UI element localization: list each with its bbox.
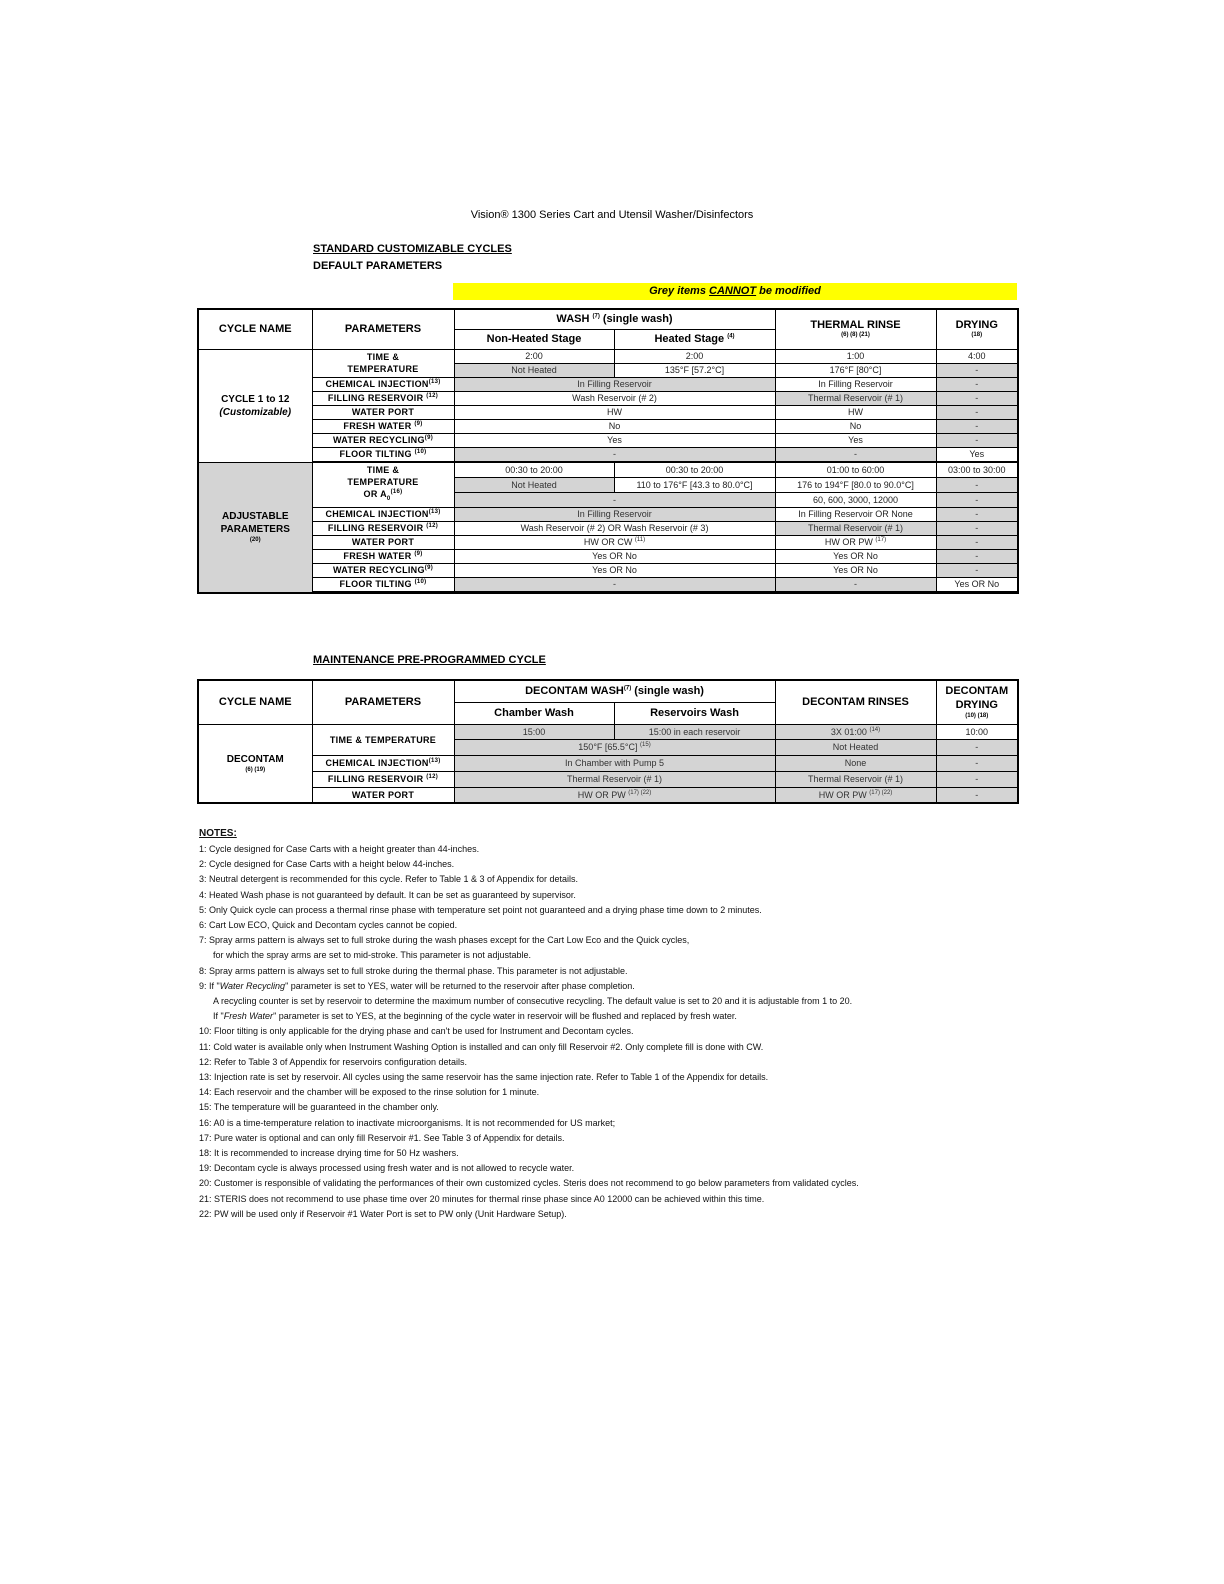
- param-filling-reservoir: FILLING RESERVOIR $^{(12)}$: [312, 391, 454, 405]
- cell-value: 01:00 to 60:00: [775, 462, 936, 477]
- cell-value: Wash Reservoir (# 2) OR Wash Reservoir (# 3): [454, 521, 775, 535]
- cell-value: Thermal Reservoir (# 1): [775, 391, 936, 405]
- cell-value: HW OR CW $^{(11)}$: [454, 535, 775, 549]
- cell-value: Yes OR No: [454, 549, 775, 563]
- cell-value: In Chamber with Pump 5: [454, 755, 775, 771]
- standard-cycles-table: [197, 308, 1019, 594]
- note-item: 12: Refer to Table 3 of Appendix for reservoirs configuration details.: [199, 1056, 467, 1067]
- note-item: 22: PW will be used only if Reservoir #1 Water Port is set to PW only (Unit Hardware Setup).: [199, 1208, 567, 1219]
- note-item: 3: Neutral detergent is recommended for this cycle. Refer to Table 1 & 3 of Appendix for details.: [199, 874, 579, 885]
- note-item: 5: Only Quick cycle can process a thermal rinse phase with temperature set point not guaranteed and a drying phase time down to 2 minutes.: [199, 904, 762, 915]
- note-item: 4: Heated Wash phase is not guaranteed by default. It can be set as guaranteed by supervisor.: [199, 889, 576, 900]
- cell-value: -: [936, 521, 1018, 535]
- header-parameters: PARAMETERS: [312, 680, 454, 724]
- cell-value: 60, 600, 3000, 12000: [775, 492, 936, 507]
- header-heated-stage: Heated Stage $^{(4)}$: [614, 329, 775, 349]
- note-item: 1: Cycle designed for Case Carts with a height greater than 44-inches.: [199, 844, 480, 854]
- note-item: 7: Spray arms pattern is always set to full stroke during the wash phases except for the Cart Low Eco and the Quick cycles,: [199, 935, 690, 946]
- cell-value: Thermal Reservoir (# 1): [775, 771, 936, 787]
- header-non-heated-stage: Non-Heated Stage: [454, 329, 614, 349]
- cell-value: 03:00 to 30:00: [936, 462, 1018, 477]
- cell-value: Yes OR No: [775, 549, 936, 563]
- note-item: 19: Decontam cycle is always processed using fresh water and is not allowed to recycle water.: [199, 1163, 575, 1174]
- param-fresh-water: FRESH WATER $^{(9)}$: [312, 549, 454, 563]
- cell-value: 3X 01:00 $^{(14)}$: [775, 724, 936, 739]
- cell-value: HW: [775, 405, 936, 419]
- cell-value: Not Heated: [454, 363, 614, 377]
- cell-value: 2:00: [454, 349, 614, 363]
- cell-value: -: [936, 492, 1018, 507]
- note-item: 11: Cold water is available only when Instrument Washing Option is installed and can only fill Reservoir #2. Only complete fill is done with CW.: [199, 1041, 764, 1052]
- note-item: 6: Cart Low ECO, Quick and Decontam cycles cannot be copied.: [199, 920, 458, 931]
- note-item: for which the spray arms are set to mid-stroke. This parameter is not adjustable.: [213, 950, 531, 961]
- header-drying: DRYING (18): [936, 309, 1018, 349]
- cell-value: No: [775, 419, 936, 433]
- cell-value: 110 to 176°F [43.3 to 80.0°C]: [614, 477, 775, 492]
- header-decontam-wash: DECONTAM WASH$^{(7)}$ (single wash): [454, 680, 775, 702]
- decontam-name: DECONTAM (6) (19): [198, 724, 312, 803]
- notes-section: [199, 826, 859, 1222]
- cell-value: -: [936, 377, 1018, 391]
- cell-value: -: [775, 447, 936, 461]
- cell-value: HW: [454, 405, 775, 419]
- param-water-recycling: WATER RECYCLING$^{(9)}$: [312, 563, 454, 577]
- cell-value: -: [775, 577, 936, 591]
- header-thermal-rinse: THERMAL RINSE (6) (8) (21): [775, 309, 936, 349]
- cell-value: Yes: [454, 433, 775, 447]
- cell-value: 10:00: [936, 724, 1018, 739]
- param-water-port: WATER PORT: [312, 535, 454, 549]
- note-item: 21: STERIS does not recommend to use phase time over 20 minutes for thermal rinse phase since A0 12000 can be achieved within this time.: [199, 1193, 765, 1204]
- cell-value: 00:30 to 20:00: [614, 462, 775, 477]
- section-subtitle-default-parameters: DEFAULT PARAMETERS: [313, 260, 443, 272]
- param-time-temperature: TIME & TEMPERATURE: [312, 724, 454, 755]
- cell-value: Yes OR No: [936, 577, 1018, 591]
- note-item: A recycling counter is set by reservoir to determine the maximum number of consecutive recycling. The default value is set to 20 and it is adjustable from 1 to 20.: [213, 996, 853, 1007]
- cell-value: Thermal Reservoir (# 1): [775, 521, 936, 535]
- param-water-port: WATER PORT: [312, 405, 454, 419]
- cell-value: Yes: [775, 433, 936, 447]
- param-filling-reservoir: FILLING RESERVOIR $^{(12)}$: [312, 521, 454, 535]
- cell-value: -: [936, 477, 1018, 492]
- cell-value: In Filling Reservoir OR None: [775, 507, 936, 521]
- cell-value: -: [936, 755, 1018, 771]
- cell-value: Thermal Reservoir (# 1): [454, 771, 775, 787]
- cell-value: -: [936, 419, 1018, 433]
- cell-value: 4:00: [936, 349, 1018, 363]
- param-floor-tilting: FLOOR TILTING $^{(10)}$: [312, 577, 454, 591]
- cell-value: 176°F [80°C]: [775, 363, 936, 377]
- header-parameters: PARAMETERS: [312, 309, 454, 349]
- adjustable-parameters-name: ADJUSTABLE PARAMETERS (20): [198, 462, 312, 593]
- header-cycle-name: CYCLE NAME: [198, 309, 312, 349]
- cell-value: -: [454, 577, 775, 591]
- cell-value: None: [775, 755, 936, 771]
- cell-value: Yes: [936, 447, 1018, 461]
- header-reservoirs-wash: Reservoirs Wash: [614, 702, 775, 724]
- note-item: 17: Pure water is optional and can only fill Reservoir #1. See Table 3 of Appendix for details.: [199, 1132, 565, 1143]
- header-cycle-name: CYCLE NAME: [198, 680, 312, 724]
- note-item: 2: Cycle designed for Case Carts with a height below 44-inches.: [199, 859, 455, 870]
- header-decontam-rinses: DECONTAM RINSES: [775, 680, 936, 724]
- param-filling-reservoir: FILLING RESERVOIR $^{(12)}$: [312, 771, 454, 787]
- document-title: Vision® 1300 Series Cart and Utensil Washer/Disinfectors: [470, 209, 754, 221]
- cell-value: Wash Reservoir (# 2): [454, 391, 775, 405]
- cell-value: -: [936, 739, 1018, 755]
- cell-value: HW OR PW $^{(17) (22)}$: [775, 787, 936, 803]
- cell-value: -: [454, 492, 775, 507]
- cell-value: Not Heated: [454, 477, 614, 492]
- cell-value: -: [936, 405, 1018, 419]
- header-chamber-wash: Chamber Wash: [454, 702, 614, 724]
- cell-value: -: [936, 563, 1018, 577]
- cell-value: 135°F [57.2°C]: [614, 363, 775, 377]
- cycle-1-12-name: CYCLE 1 to 12 (Customizable): [198, 349, 312, 462]
- note-item: 8: Spray arms pattern is always set to full stroke during the thermal phase. This parameter is not adjustable.: [199, 965, 628, 976]
- cell-value: -: [936, 363, 1018, 377]
- cell-value: In Filling Reservoir: [454, 507, 775, 521]
- note-item: 18: It is recommended to increase drying time for 50 Hz washers.: [199, 1148, 459, 1159]
- cell-value: 176 to 194°F [80.0 to 90.0°C]: [775, 477, 936, 492]
- cell-value: -: [936, 391, 1018, 405]
- cell-value: 15:00 in each reservoir: [614, 724, 775, 739]
- cell-value: -: [936, 507, 1018, 521]
- param-chemical-injection: CHEMICAL INJECTION$^{(13)}$: [312, 377, 454, 391]
- param-water-recycling: WATER RECYCLING$^{(9)}$: [312, 433, 454, 447]
- note-item: 10: Floor tilting is only applicable for the drying phase and can't be used for Instrument and Decontam cycles.: [199, 1026, 634, 1037]
- cell-value: -: [936, 549, 1018, 563]
- cell-value: 150°F [65.5°C] $^{(15)}$: [454, 739, 775, 755]
- cell-value: Yes OR No: [775, 563, 936, 577]
- cell-value: Not Heated: [775, 739, 936, 755]
- cell-value: -: [936, 771, 1018, 787]
- param-fresh-water: FRESH WATER $^{(9)}$: [312, 419, 454, 433]
- cell-value: No: [454, 419, 775, 433]
- param-chemical-injection: CHEMICAL INJECTION$^{(13)}$: [312, 507, 454, 521]
- notes-heading: NOTES:: [199, 828, 237, 839]
- cell-value: 00:30 to 20:00: [454, 462, 614, 477]
- header-decontam-drying: DECONTAM DRYING (10) (18): [936, 680, 1018, 724]
- note-item: 16: A0 is a time-temperature relation to inactivate microorganisms. It is not recommended for US market;: [199, 1117, 616, 1128]
- cell-value: In Filling Reservoir: [775, 377, 936, 391]
- param-chemical-injection: CHEMICAL INJECTION$^{(13)}$: [312, 755, 454, 771]
- cell-value: -: [936, 535, 1018, 549]
- header-wash: WASH $^{(7)}$ (single wash): [454, 309, 775, 329]
- cell-value: -: [936, 433, 1018, 447]
- maintenance-cycle-table: [197, 679, 1019, 804]
- section-title-maintenance-cycle: MAINTENANCE PRE-PROGRAMMED CYCLE: [313, 654, 546, 666]
- param-water-port: WATER PORT: [312, 787, 454, 803]
- param-time-temperature-a0: TIME & TEMPERATURE OR $A_0^{(16)}$: [312, 462, 454, 507]
- cell-value: In Filling Reservoir: [454, 377, 775, 391]
- param-floor-tilting: FLOOR TILTING $^{(10)}$: [312, 447, 454, 461]
- cell-value: HW OR PW $^{(17)}$: [775, 535, 936, 549]
- cell-value: 1:00: [775, 349, 936, 363]
- cell-value: -: [454, 447, 775, 461]
- section-title-standard-cycles: STANDARD CUSTOMIZABLE CYCLES: [313, 243, 512, 255]
- cell-value: 2:00: [614, 349, 775, 363]
- note-item: 13: Injection rate is set by reservoir. All cycles using the same reservoir has the same injection rate. Refer to Table 1 of the Appendix for details.: [199, 1072, 769, 1083]
- note-item: 9: If "Water Recycling" parameter is set to YES, water will be returned to the reservoir after phase completion.: [199, 980, 635, 991]
- cell-value: Yes OR No: [454, 563, 775, 577]
- grey-items-banner: Grey items CANNOT be modified: [453, 283, 1017, 300]
- param-time-temperature: TIME & TEMPERATURE: [312, 349, 454, 377]
- cell-value: 15:00: [454, 724, 614, 739]
- cell-value: -: [936, 787, 1018, 803]
- note-item: 20: Customer is responsible of validating the performances of their own customized cycles. Steris does not recommend to go below parameters from validated cycles.: [199, 1178, 859, 1189]
- cell-value: HW OR PW $^{(17) (22)}$: [454, 787, 775, 803]
- note-item: If "Fresh Water" parameter is set to YES, at the beginning of the cycle water in reservoir will be flushed and replaced by fresh water.: [213, 1011, 737, 1022]
- note-item: 15: The temperature will be guaranteed in the chamber only.: [199, 1102, 439, 1113]
- note-item: 14: Each reservoir and the chamber will be exposed to the rinse solution for 1 minute.: [199, 1087, 540, 1098]
